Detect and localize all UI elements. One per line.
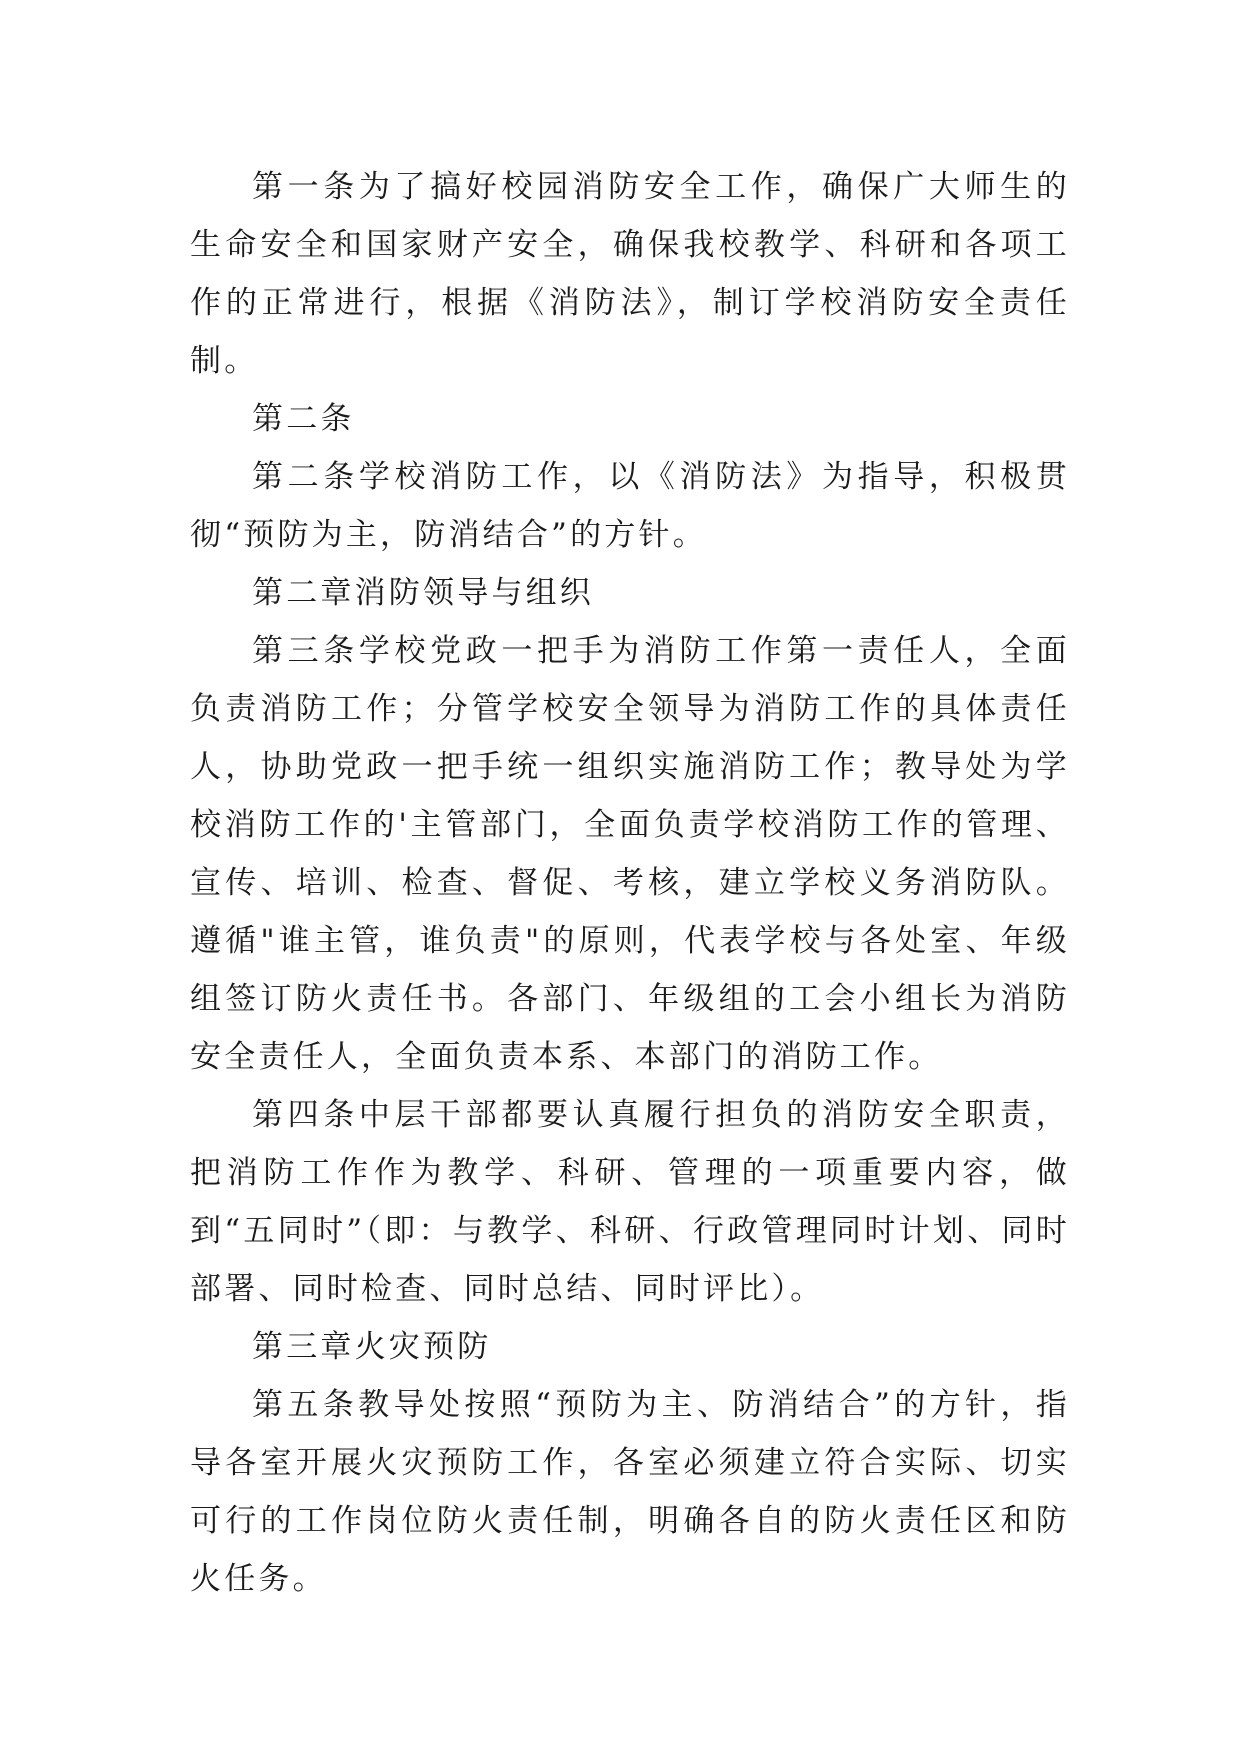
article-2-paragraph: 第二条学校消防工作，以《消防法》为指导，积极贯彻“预防为主，防消结合”的方针。 [190,459,1070,553]
chapter-3-heading: 第三章火灾预防 [252,1329,492,1365]
article-4-paragraph: 第四条中层干部都要认真履行担负的消防安全职责，把消防工作作为教学、科研、管理的一项重要内容，做到“五同时”（即：与教学、科研、行政管理同时计划、同时部署、同时检查、同时总结、同时评比）。 [190,1097,1070,1307]
article-3-paragraph: 第三条学校党政一把手为消防工作第一责任人，全面负责消防工作；分管学校安全领导为消防工作的具体责任人，协助党政一把手统一组织实施消防工作；教导处为学校消防工作的'主管部门，全面负责学校消防工作的管理、宣传、培训、检查、督促、考核，建立学校义务消防队。遵循"谁主管，谁负责"的原则，代表学校与各处室、年级组签订防火责任书。各部门、年级组的工会小组长为消防安全责任人，全面负责本系、本部门的消防工作。 [190,633,1070,1075]
article-2-heading: 第二条 [252,401,355,437]
article-1-paragraph: 第一条为了搞好校园消防安全工作，确保广大师生的生命安全和国家财产安全，确保我校教学、科研和各项工作的正常进行，根据《消防法》，制订学校消防安全责任制。 [190,169,1070,379]
chapter-2-heading: 第二章消防领导与组织 [252,575,594,611]
document-page [190,158,1070,1608]
article-5-paragraph: 第五条教导处按照“预防为主、防消结合”的方针，指导各室开展火灾预防工作，各室必须建立符合实际、切实可行的工作岗位防火责任制，明确各自的防火责任区和防火任务。 [190,1387,1070,1597]
